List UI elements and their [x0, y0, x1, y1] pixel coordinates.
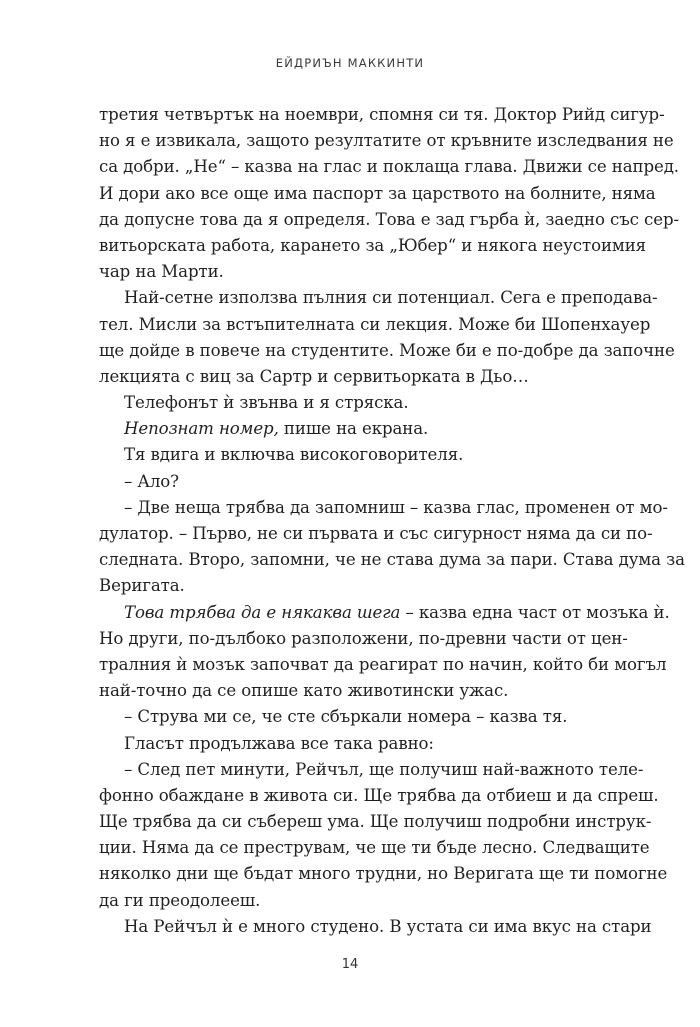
text-line: Най-сетне използва пълния си потенциал. Сега е преподава- — [124, 288, 658, 308]
text-line: И дори ако все още има паспорт за царството на болните, няма — [99, 183, 656, 203]
text-line: следната. Второ, запомни, че не става дума за пари. Става дума за — [99, 550, 685, 570]
text-line: да допусне това да я определя. Това е зад гърба ѝ, заедно със сер- — [99, 209, 679, 229]
text-line: тралния ѝ мозък започват да реагират по начин, който би могъл — [99, 654, 667, 674]
text-line: витьорската работа, карането за „Юбер“ и някогa неустоимия — [99, 235, 647, 255]
text-line: – Струва ми се, че сте сбъркали номера – казва тя. — [124, 707, 568, 727]
text-line: Но други, по-дълбоко разположени, по-древни части от цен- — [99, 628, 628, 648]
body-text — [99, 102, 685, 940]
line-remainder: пише на екрана. — [278, 419, 429, 439]
text-line: третия четвъртък на ноември, спомня си тя. Доктор Рийд сигур- — [99, 105, 665, 124]
text-line: Телефонът ѝ звънва и я стряска. — [124, 393, 409, 413]
text-line: лекцията с виц за Сартр и сервитьорката в Дьо… — [99, 366, 529, 386]
text-line: – След пет минути, Рейчъл, ще получиш най-важното теле- — [124, 759, 644, 779]
line-remainder: – казва една част от мозъка ѝ. — [400, 602, 670, 622]
text-line: ции. Няма да се преструвам, че ще ти бъде лесно. Следващите — [99, 838, 650, 858]
text-line: няколко дни ще бъдат много трудни, но Веригата ще ти помогне — [99, 864, 668, 884]
text-line: фонно обаждане в живота си. Ще трябва да отбиеш и да спреш. — [99, 785, 659, 805]
text-line: Веригата. — [99, 576, 185, 596]
text-line: – Ало? — [124, 471, 179, 491]
italic-phrase: Това трябва да е някаква шега — [124, 602, 401, 622]
text-line-italic-joke — [99, 600, 670, 626]
text-line: Тя вдига и включва високоговорителя. — [124, 445, 464, 465]
text-line: дулатор. – Първо, не си първата и със сигурност няма да си по- — [99, 524, 653, 543]
running-header: ЕЙДРИЪН МАККИНТИ — [275, 56, 425, 70]
page-number: 14 — [341, 957, 359, 972]
text-line: най-точно да се опише като животински ужас. — [99, 681, 509, 701]
text-line: Ще трябва да си събереш ума. Ще получиш подробни инструк- — [99, 812, 652, 832]
text-line: Гласът продължава все така равно: — [124, 733, 434, 753]
italic-phrase: Непознат номер, — [124, 419, 279, 439]
text-line: – Две неща трябва да запомниш – казва глас, променен от мо- — [124, 497, 668, 517]
text-line: тел. Мисли за встъпителната си лекция. Може би Шопенхауер — [99, 314, 651, 334]
text-line: да ги преодолееш. — [99, 890, 261, 910]
text-line: чар на Марти. — [99, 262, 224, 282]
text-line: ще дойде в повече на студентите. Може би е по-добре да започне — [99, 340, 675, 360]
text-line: но я е извикала, защото резултатите от кръвните изследвания не — [99, 131, 674, 151]
text-line: са добри. „Не“ – казва на глас и поклаща глава. Движи се напред. — [99, 157, 679, 177]
text-line-italic-phone — [99, 416, 605, 442]
text-line: На Рейчъл ѝ е много студено. В устата си има вкус на стари — [124, 916, 652, 936]
